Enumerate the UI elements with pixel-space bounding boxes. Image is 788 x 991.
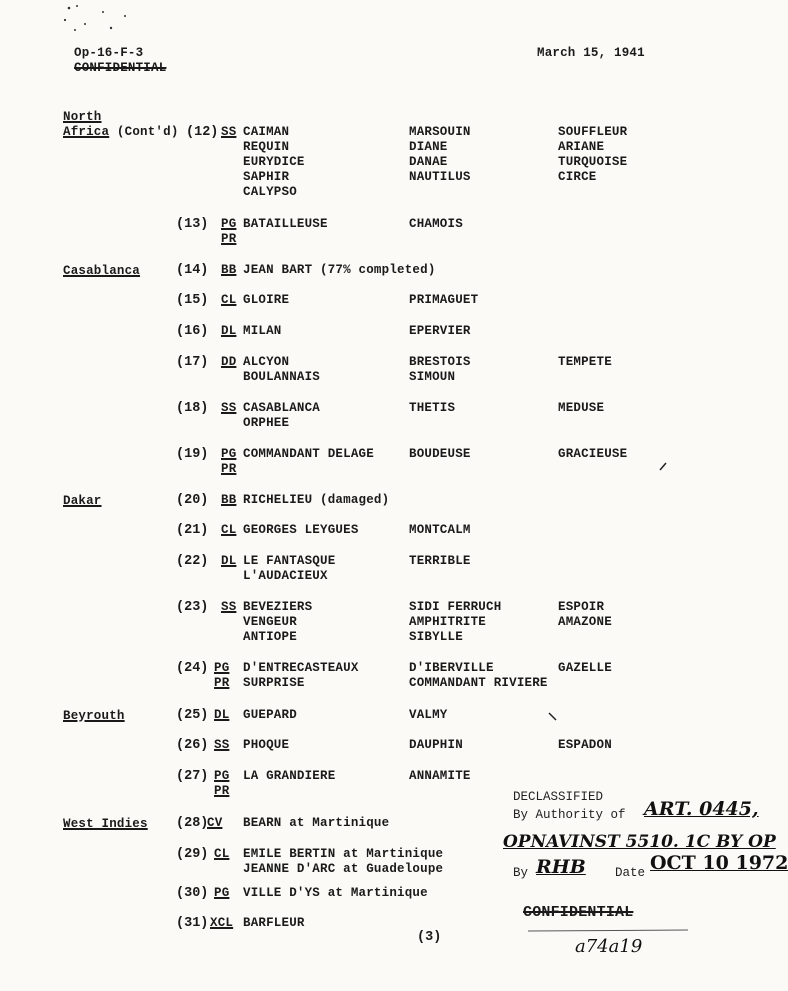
- ship-type: PG: [214, 769, 230, 783]
- ship-name: SIMOUN: [409, 370, 456, 384]
- ship-name: BRESTOIS: [409, 355, 471, 369]
- ship-type: SS: [214, 738, 230, 752]
- ship-name: BATAILLEUSE: [243, 217, 328, 231]
- document-date: March 15, 1941: [537, 46, 645, 60]
- ship-name: DANAE: [409, 155, 448, 169]
- entry-number: (20): [176, 493, 209, 508]
- authority-label: By Authority of: [513, 808, 626, 822]
- ship-name: BARFLEUR: [243, 916, 305, 930]
- ship-name: GLOIRE: [243, 293, 290, 307]
- footer-rule: [528, 928, 688, 934]
- entry-number: (17): [176, 355, 209, 370]
- ship-name: BEVEZIERS: [243, 600, 313, 614]
- entry-number: (29): [176, 847, 209, 862]
- ship-name: DIANE: [409, 140, 448, 154]
- stamped-date: OCT 10 1972: [650, 852, 788, 874]
- ship-name: PRIMAGUET: [409, 293, 479, 307]
- ship-name: EURYDICE: [243, 155, 305, 169]
- declassified-label: DECLASSIFIED: [513, 790, 604, 804]
- ship-name: BOUDEUSE: [409, 447, 471, 461]
- ship-name: GAZELLE: [558, 661, 612, 675]
- ship-name: COMMANDANT RIVIERE: [409, 676, 548, 690]
- ship-name: RICHELIEU (damaged): [243, 493, 390, 507]
- ship-type: PG: [221, 447, 237, 461]
- handwritten-signature: RHB: [536, 856, 586, 878]
- stray-mark: [548, 712, 558, 722]
- entry-number: (26): [176, 738, 209, 753]
- ship-name: D'ENTRECASTEAUX: [243, 661, 359, 675]
- by-label: By: [513, 866, 529, 880]
- ship-name: MARSOUIN: [409, 125, 471, 139]
- ship-type: DL: [221, 554, 237, 568]
- ship-name: SAPHIR: [243, 170, 290, 184]
- entry-number: (25): [176, 708, 209, 723]
- ship-type: DD: [221, 355, 237, 369]
- ship-name: PHOQUE: [243, 738, 290, 752]
- ship-name: EMILE BERTIN at Martinique: [243, 847, 444, 861]
- footer-classification: CONFIDENTIAL: [523, 904, 634, 921]
- ship-name: LE FANTASQUE: [243, 554, 336, 568]
- entry-number: (14): [176, 263, 209, 278]
- ship-name: TEMPETE: [558, 355, 612, 369]
- handwritten-control-number: a74a19: [575, 936, 643, 957]
- entry-number: (19): [176, 447, 209, 462]
- region-casablanca: Casablanca: [63, 264, 141, 278]
- ship-type: PG: [214, 661, 230, 675]
- ship-name: ALCYON: [243, 355, 290, 369]
- ship-name: EPERVIER: [409, 324, 471, 338]
- region-north-africa-line1: North: [63, 110, 102, 124]
- region-west-indies: West Indies: [63, 817, 148, 831]
- ship-name: MONTCALM: [409, 523, 471, 537]
- ship-name: SOUFFLEUR: [558, 125, 628, 139]
- ship-type: PR: [214, 784, 230, 798]
- ship-name: REQUIN: [243, 140, 290, 154]
- region-beyrouth: Beyrouth: [63, 709, 125, 723]
- scan-specks: [55, 2, 135, 36]
- ship-name: BEARN at Martinique: [243, 816, 390, 830]
- entry-number: (22): [176, 554, 209, 569]
- ship-name: VILLE D'YS at Martinique: [243, 886, 428, 900]
- ship-name: LA GRANDIERE: [243, 769, 336, 783]
- ship-name: MILAN: [243, 324, 282, 338]
- region-dakar: Dakar: [63, 494, 102, 508]
- ship-type: CL: [221, 523, 237, 537]
- ship-type: XCL: [210, 916, 234, 930]
- ship-name: BOULANNAIS: [243, 370, 321, 384]
- ship-type: BB: [221, 263, 237, 277]
- ship-type: SS: [221, 401, 237, 415]
- ship-name: ORPHEE: [243, 416, 290, 430]
- ship-name: VALMY: [409, 708, 448, 722]
- entry-number: (28): [176, 816, 209, 831]
- ship-type: PG: [221, 217, 237, 231]
- ship-type: SS: [221, 125, 237, 139]
- handwritten-authority: ART. 0445,: [644, 798, 759, 820]
- ship-name: ARIANE: [558, 140, 605, 154]
- ship-type: PG: [214, 886, 230, 900]
- entry-number: (18): [176, 401, 209, 416]
- document-code: Op-16-F-3: [74, 46, 144, 60]
- ship-name: SIDI FERRUCH: [409, 600, 502, 614]
- ship-name: D'IBERVILLE: [409, 661, 494, 675]
- entry-number: (12): [186, 125, 219, 140]
- ship-name: CAIMAN: [243, 125, 290, 139]
- ship-name: CALYPSO: [243, 185, 297, 199]
- ship-name: AMPHITRITE: [409, 615, 487, 629]
- ship-name: L'AUDACIEUX: [243, 569, 328, 583]
- entry-number: (15): [176, 293, 209, 308]
- header-classification: CONFIDENTIAL: [74, 61, 167, 75]
- ship-type: DL: [214, 708, 230, 722]
- ship-name: TERRIBLE: [409, 554, 471, 568]
- ship-name: COMMANDANT DELAGE: [243, 447, 374, 461]
- ship-name: JEAN BART (77% completed): [243, 263, 436, 277]
- ship-name: NAUTILUS: [409, 170, 471, 184]
- ship-type: BB: [221, 493, 237, 507]
- entry-number: (24): [176, 661, 209, 676]
- region-north-africa-line2: Africa (Cont'd): [63, 125, 179, 139]
- ship-type: PR: [221, 462, 237, 476]
- ship-name: TURQUOISE: [558, 155, 628, 169]
- ship-name: ESPADON: [558, 738, 612, 752]
- ship-type: PR: [221, 232, 237, 246]
- ship-name: SURPRISE: [243, 676, 305, 690]
- ship-type: CL: [214, 847, 230, 861]
- page-number: (3): [417, 930, 442, 945]
- entry-number: (21): [176, 523, 209, 538]
- ship-type: SS: [221, 600, 237, 614]
- ship-type: DL: [221, 324, 237, 338]
- entry-number: (16): [176, 324, 209, 339]
- ship-type: CL: [221, 293, 237, 307]
- ship-name: CIRCE: [558, 170, 597, 184]
- ship-name: CHAMOIS: [409, 217, 463, 231]
- entry-number: (13): [176, 217, 209, 232]
- region-north-africa-africa: Africa: [63, 125, 110, 139]
- ship-type: PR: [214, 676, 230, 690]
- date-label: Date: [615, 866, 646, 880]
- ship-name: ANNAMITE: [409, 769, 471, 783]
- ship-name: ESPOIR: [558, 600, 605, 614]
- stray-mark: [658, 462, 668, 472]
- ship-name: THETIS: [409, 401, 456, 415]
- ship-name: JEANNE D'ARC at Guadeloupe: [243, 862, 444, 876]
- ship-name: GEORGES LEYGUES: [243, 523, 359, 537]
- ship-name: GUEPARD: [243, 708, 297, 722]
- entry-number: (30): [176, 886, 209, 901]
- ship-name: SIBYLLE: [409, 630, 463, 644]
- ship-name: VENGEUR: [243, 615, 297, 629]
- ship-name: ANTIOPE: [243, 630, 297, 644]
- handwritten-instruction: OPNAVINST 5510. 1C BY OP: [503, 832, 776, 852]
- entry-number: (31): [176, 916, 209, 931]
- ship-type: CV: [207, 816, 223, 830]
- entry-number: (23): [176, 600, 209, 615]
- ship-name: MEDUSE: [558, 401, 605, 415]
- ship-name: CASABLANCA: [243, 401, 321, 415]
- ship-name: GRACIEUSE: [558, 447, 628, 461]
- ship-name: AMAZONE: [558, 615, 612, 629]
- ship-name: DAUPHIN: [409, 738, 463, 752]
- entry-number: (27): [176, 769, 209, 784]
